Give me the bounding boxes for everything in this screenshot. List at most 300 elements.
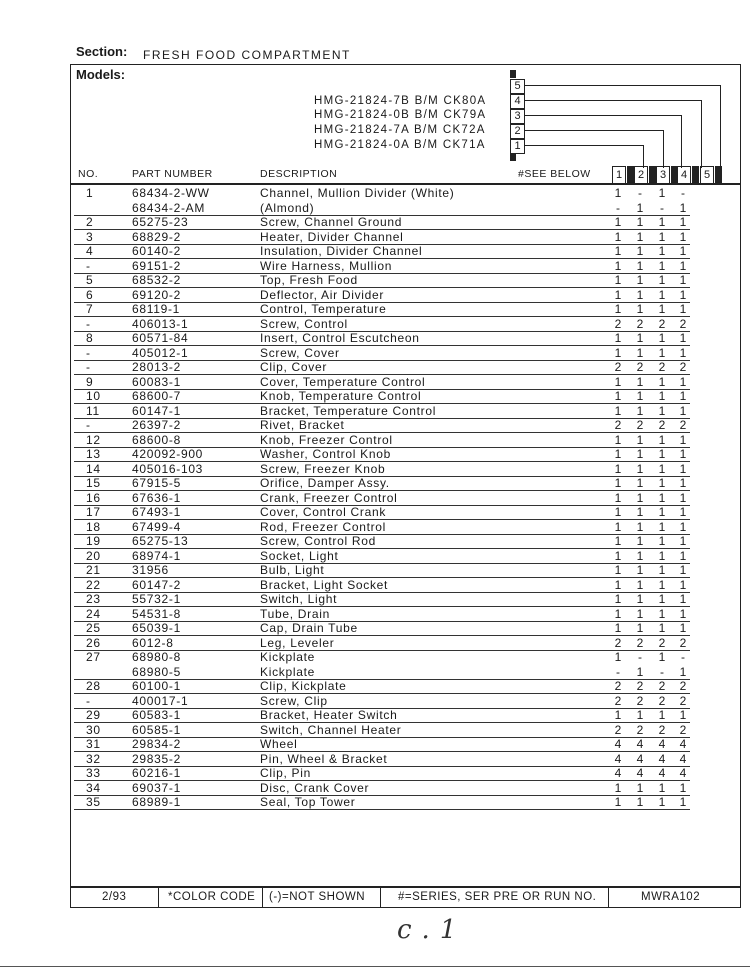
quantity-cell: 1 [636,548,644,563]
quantity-cell: 1 [636,490,644,505]
part-number: 60147-2 [132,577,181,592]
quantity-cell: 2 [636,418,644,432]
quantity-cell: 1 [679,331,687,345]
part-description: Wheel [260,737,298,751]
quantity-cell: 1 [614,708,622,722]
column-box: 3 [656,166,670,184]
quantity-cell: 1 [679,200,687,215]
part-description: Cap, Drain Tube [260,621,358,635]
quantity-cell: 2 [658,693,666,708]
part-description: Knob, Freezer Control [260,432,393,447]
row-number: 27 [86,650,101,664]
row-number: 23 [86,592,101,606]
part-number: 68829-2 [132,229,181,244]
quantity-cell: 1 [636,563,644,577]
quantity-cell: 1 [679,229,687,244]
quantity-cell: 1 [679,215,687,229]
quantity-cell: - [616,200,620,215]
part-number: 60571-84 [132,331,189,345]
quantity-cell: 1 [679,258,687,273]
part-description: Channel, Mullion Divider (White) [260,186,455,200]
row-number: 7 [86,302,94,316]
quantity-cell: 1 [658,374,666,389]
part-description: Switch, Light [260,592,338,606]
quantity-cell: 1 [614,621,622,635]
part-description: Bracket, Temperature Control [260,403,437,418]
part-number: 68989-1 [132,795,181,809]
part-number: 67499-4 [132,519,181,534]
quantity-cell: 1 [614,331,622,345]
quantity-cell: 1 [636,621,644,635]
quantity-cell: 1 [658,592,666,606]
quantity-cell: - [660,664,664,679]
quantity-cell: 1 [614,476,622,490]
quantity-cell: 1 [614,650,622,664]
part-description: Screw, Channel Ground [260,215,403,229]
part-description: Heater, Divider Channel [260,229,404,244]
separator-mark-icon [692,166,699,184]
quantity-cell: 1 [679,577,687,592]
quantity-cell: 1 [636,331,644,345]
quantity-cell: 1 [636,664,644,679]
part-description: Clip, Cover [260,360,328,374]
part-description: Rod, Freezer Control [260,519,387,534]
quantity-cell: 1 [679,389,687,403]
quantity-cell: 2 [614,635,622,650]
quantity-cell: 1 [614,534,622,548]
row-number: - [86,316,91,331]
quantity-cell: 1 [614,795,622,809]
quantity-cell: 1 [636,244,644,258]
quantity-cell: 1 [679,244,687,258]
model-box: 4 [510,94,525,109]
part-number: 65275-13 [132,534,189,548]
row-number: 16 [86,490,101,505]
quantity-cell: 1 [614,302,622,316]
part-description: Deflector, Air Divider [260,287,385,302]
quantity-cell: 1 [614,186,622,200]
part-description: Bulb, Light [260,563,325,577]
quantity-cell: 1 [636,229,644,244]
quantity-cell: 1 [614,258,622,273]
quantity-cell: 4 [614,766,622,780]
quantity-cell: 1 [636,505,644,519]
part-description: Kickplate [260,650,315,664]
quantity-cell: 1 [679,780,687,795]
row-number: 6 [86,287,94,302]
part-number: 60140-2 [132,244,181,258]
quantity-cell: 1 [658,780,666,795]
part-description: Insert, Control Escutcheon [260,331,420,345]
separator-mark-icon [715,166,722,184]
quantity-cell: - [681,186,685,200]
quantity-cell: - [681,650,685,664]
quantity-cell: 1 [658,548,666,563]
quantity-cell: 1 [636,403,644,418]
quantity-cell: 1 [614,548,622,563]
part-description: Seal, Top Tower [260,795,356,809]
quantity-cell: 2 [614,316,622,331]
section-value: FRESH FOOD COMPARTMENT [143,48,351,62]
quantity-cell: 1 [658,563,666,577]
header-rule [70,183,741,185]
row-number: - [86,345,91,360]
part-number: 68600-7 [132,389,181,403]
part-description: Knob, Temperature Control [260,389,422,403]
models-label: Models: [76,67,126,82]
quantity-cell: 1 [636,215,644,229]
row-number: 12 [86,432,101,447]
part-description: Disc, Crank Cover [260,780,370,795]
row-number: 5 [86,273,94,287]
quantity-cell: 1 [658,302,666,316]
part-number: 68980-8 [132,650,181,664]
quantity-cell: 1 [636,302,644,316]
row-number: - [86,418,91,432]
quantity-cell: 2 [679,693,687,708]
footer-date: 2/93 [102,891,127,903]
row-number: 18 [86,519,101,534]
quantity-cell: 1 [636,258,644,273]
quantity-cell: 1 [636,432,644,447]
quantity-cell: 1 [636,795,644,809]
quantity-cell: 4 [658,751,666,766]
part-number: 60585-1 [132,722,181,737]
quantity-cell: 1 [614,490,622,505]
part-number: 29834-2 [132,737,181,751]
quantity-cell: 1 [679,447,687,461]
row-number: 21 [86,563,101,577]
row-number: 31 [86,737,101,751]
quantity-cell: 1 [658,345,666,360]
row-number: 17 [86,505,101,519]
part-number: 68434-2-WW [132,186,210,200]
row-number: 11 [86,403,100,418]
quantity-cell: 1 [636,273,644,287]
part-number: 405016-103 [132,461,204,476]
quantity-cell: 1 [636,345,644,360]
part-description: (Almond) [260,200,315,215]
part-number: 29835-2 [132,751,181,766]
quantity-cell: 1 [614,215,622,229]
quantity-cell: 1 [658,186,666,200]
part-number: 67636-1 [132,490,181,505]
quantity-cell: 1 [614,592,622,606]
row-number: 32 [86,751,101,766]
part-number: 420092-900 [132,447,204,461]
quantity-cell: 1 [658,708,666,722]
quantity-cell: 4 [636,737,644,751]
part-number: 26397-2 [132,418,181,432]
quantity-cell: 1 [679,302,687,316]
part-description: Clip, Kickplate [260,679,347,693]
section-label: Section: [76,44,128,59]
quantity-cell: - [638,186,642,200]
quantity-cell: 1 [679,490,687,505]
quantity-cell: 1 [658,258,666,273]
quantity-cell: 1 [658,461,666,476]
quantity-cell: 1 [614,229,622,244]
quantity-cell: 1 [658,215,666,229]
part-number: 68974-1 [132,548,181,563]
quantity-cell: 1 [658,621,666,635]
quantity-cell: 2 [679,679,687,693]
part-description: Switch, Channel Heater [260,722,402,737]
quantity-cell: 1 [679,273,687,287]
part-number: 68434-2-AM [132,200,206,215]
row-number: - [86,360,91,374]
quantity-cell: 1 [658,447,666,461]
column-box: 1 [612,166,626,184]
column-box: 4 [677,166,691,184]
quantity-cell: 1 [679,534,687,548]
quantity-cell: 1 [614,519,622,534]
row-number: 10 [86,389,101,403]
part-number: 60147-1 [132,403,181,418]
part-description: Socket, Light [260,548,339,563]
header-description: DESCRIPTION [260,168,338,180]
quantity-cell: 2 [636,316,644,331]
quantity-cell: 1 [614,563,622,577]
row-number: - [86,693,91,708]
quantity-cell: 1 [679,708,687,722]
quantity-cell: 1 [614,505,622,519]
quantity-cell: 1 [679,505,687,519]
quantity-cell: 1 [614,345,622,360]
part-description: Clip, Pin [260,766,311,780]
quantity-cell: 1 [636,287,644,302]
row-number: 3 [86,229,94,244]
row-number: 34 [86,780,101,795]
part-description: Top, Fresh Food [260,273,358,287]
quantity-cell: 1 [679,563,687,577]
part-description: Rivet, Bracket [260,418,345,432]
quantity-cell: 1 [679,795,687,809]
quantity-cell: 1 [658,795,666,809]
part-number: 60100-1 [132,679,181,693]
quantity-cell: 1 [658,244,666,258]
part-number: 54531-8 [132,606,181,621]
footer-rule [70,886,741,888]
quantity-cell: 1 [614,374,622,389]
part-number: 68980-5 [132,664,181,679]
quantity-cell: 2 [658,722,666,737]
quantity-cell: 2 [679,722,687,737]
quantity-cell: 1 [636,592,644,606]
handwritten-mark: c.1 [397,915,467,945]
quantity-cell: 1 [614,606,622,621]
quantity-cell: 1 [636,708,644,722]
part-number: 65275-23 [132,215,189,229]
row-number: 22 [86,577,101,592]
quantity-cell: 1 [636,606,644,621]
quantity-cell: 1 [658,505,666,519]
row-number: 2 [86,215,94,229]
quantity-cell: 1 [658,519,666,534]
quantity-cell: 1 [636,389,644,403]
row-number: 9 [86,374,94,389]
model-line: HMG-21824-7B B/M CK80A [314,95,487,107]
row-number: 28 [86,679,101,693]
quantity-cell: 1 [658,490,666,505]
part-description: Orifice, Damper Assy. [260,476,390,490]
quantity-cell: 1 [614,287,622,302]
quantity-cell: 1 [658,650,666,664]
quantity-cell: 1 [679,461,687,476]
quantity-cell: 1 [636,534,644,548]
column-box: 2 [634,166,648,184]
quantity-cell: 1 [636,780,644,795]
separator-mark-icon [627,166,634,184]
quantity-cell: 2 [658,418,666,432]
part-description: Screw, Control Rod [260,534,376,548]
part-number: 69037-1 [132,780,181,795]
part-number: 60216-1 [132,766,181,780]
row-number: 8 [86,331,94,345]
quantity-cell: 1 [658,476,666,490]
part-description: Washer, Control Knob [260,447,391,461]
quantity-cell: 1 [679,519,687,534]
row-number: 35 [86,795,101,809]
quantity-cell: 2 [636,635,644,650]
register-mark-icon [510,153,516,161]
part-number: 406013-1 [132,316,189,331]
part-number: 31956 [132,563,169,577]
part-description: Cover, Control Crank [260,505,387,519]
quantity-cell: 1 [679,476,687,490]
part-number: 60083-1 [132,374,181,389]
row-underline [74,809,690,810]
part-description: Bracket, Light Socket [260,577,389,592]
quantity-cell: 4 [614,737,622,751]
quantity-cell: 1 [636,447,644,461]
quantity-cell: 2 [658,635,666,650]
part-description: Insulation, Divider Channel [260,244,423,258]
quantity-cell: 1 [679,345,687,360]
row-number: 24 [86,606,101,621]
quantity-cell: 4 [614,751,622,766]
quantity-cell: 1 [614,461,622,476]
quantity-cell: 1 [614,577,622,592]
quantity-cell: 4 [679,737,687,751]
quantity-cell: 2 [679,360,687,374]
part-number: 55732-1 [132,592,181,606]
quantity-cell: 1 [636,200,644,215]
part-number: 6012-8 [132,635,174,650]
part-number: 67915-5 [132,476,181,490]
row-number: 26 [86,635,101,650]
quantity-cell: 1 [679,403,687,418]
quantity-cell: 1 [658,606,666,621]
quantity-cell: 2 [658,316,666,331]
column-box: 5 [700,166,714,184]
quantity-cell: 1 [614,432,622,447]
model-box: 3 [510,109,525,124]
quantity-cell: 1 [614,244,622,258]
quantity-cell: 4 [658,737,666,751]
quantity-cell: 1 [614,403,622,418]
quantity-cell: 2 [679,418,687,432]
register-mark-icon [510,70,516,78]
footer-not-shown: (-)=NOT SHOWN [269,891,366,903]
quantity-cell: 2 [614,360,622,374]
row-number: 19 [86,534,101,548]
model-line: HMG-21824-7A B/M CK72A [314,124,486,136]
quantity-cell: 1 [614,389,622,403]
bottom-rule [0,966,750,967]
quantity-cell: 1 [679,432,687,447]
quantity-cell: 1 [614,447,622,461]
part-number: 69151-2 [132,258,181,273]
header-part-number: PART NUMBER [132,168,213,180]
quantity-cell: 4 [658,766,666,780]
part-description: Screw, Clip [260,693,328,708]
quantity-cell: 1 [636,519,644,534]
quantity-cell: 1 [679,592,687,606]
quantity-cell: 1 [679,374,687,389]
model-box: 1 [510,139,525,154]
part-number: 67493-1 [132,505,181,519]
quantity-cell: 1 [614,780,622,795]
quantity-cell: 1 [658,577,666,592]
quantity-cell: 4 [679,766,687,780]
row-number: 4 [86,244,94,258]
footer-series: #=SERIES, SER PRE OR RUN NO. [398,891,597,903]
quantity-cell: 2 [614,693,622,708]
quantity-cell: 1 [658,403,666,418]
row-number: 25 [86,621,101,635]
part-number: 400017-1 [132,693,189,708]
footer-code: MWRA102 [641,891,701,903]
part-description: Bracket, Heater Switch [260,708,398,722]
quantity-cell: 1 [658,287,666,302]
quantity-cell: 2 [614,418,622,432]
row-number: 15 [86,476,101,490]
row-number: 14 [86,461,101,476]
part-description: Leg, Leveler [260,635,335,650]
part-number: 68119-1 [132,302,181,316]
quantity-cell: - [616,664,620,679]
row-number: 30 [86,722,101,737]
quantity-cell: - [638,650,642,664]
part-number: 65039-1 [132,621,181,635]
quantity-cell: 2 [636,722,644,737]
quantity-cell: 1 [679,621,687,635]
quantity-cell: 1 [658,389,666,403]
quantity-cell: 1 [658,273,666,287]
quantity-cell: 1 [636,577,644,592]
quantity-cell: 1 [636,461,644,476]
quantity-cell: 1 [679,548,687,563]
quantity-cell: 2 [658,360,666,374]
quantity-cell: 1 [636,374,644,389]
footer-color-code: *COLOR CODE [168,891,256,903]
quantity-cell: 2 [679,635,687,650]
part-description: Cover, Temperature Control [260,374,426,389]
model-box: 2 [510,124,525,139]
quantity-cell: 1 [679,664,687,679]
quantity-cell: 2 [614,722,622,737]
part-number: 68532-2 [132,273,181,287]
quantity-cell: 2 [679,316,687,331]
quantity-cell: 4 [636,751,644,766]
quantity-cell: 1 [658,229,666,244]
part-number: 60583-1 [132,708,181,722]
row-number: 20 [86,548,101,563]
part-description: Crank, Freezer Control [260,490,398,505]
part-number: 28013-2 [132,360,181,374]
row-number: 13 [86,447,101,461]
